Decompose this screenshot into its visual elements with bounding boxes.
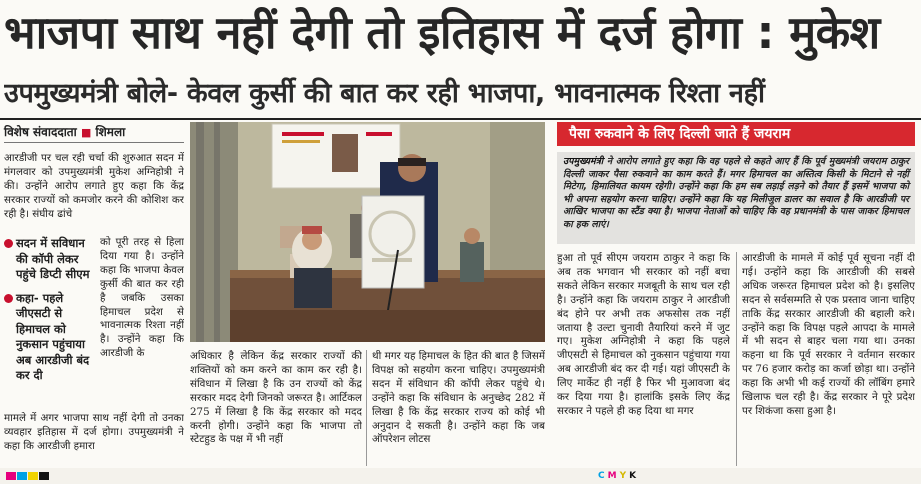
column-divider: [366, 350, 367, 466]
sidebar-text: ने आरोप लगाते हुए कहा कि वह पहले से कहते आए हैं कि पूर्व मुख्यमंत्री जयराम ठाकुर दिल्ली जाकर पैसा रुकवाने का काम करते हैं। मगर हिमाचल का अस्तित्व किसी के मिटाने से नहीं मिटेगा, हिमालियत कायम रहेगी। उन्होंने कहा कि हम सब लड़ाई लड़ने को तैयार हैं इसमें भाजपा को भी अपना सहयोग करना चाहिए। उन्होंने कहा कि यह मिलीजुल डालर का सवाल है कि आरडीजी पर आखिर भाजपा का स्टैंड क्या है। भाजपा नेताओं को चाहिए कि वह प्रधानमंत्री के पास जाकर हिमाचल का हक लाएं।: [563, 156, 909, 230]
byline-label: विशेष संवाददाता: [4, 125, 77, 139]
article-col4: हुआ तो पूर्व सीएम जयराम ठाकुर ने कहा कि अब तक भगवान भी सरकार को नहीं बचा सकते लेकिन सरकार मजबूती के साथ चल रही है। उन्होंने कहा कि जयराम ठाकुर ने आरडीजी बंद होने पर अभी तक अफसोस तक नहीं जताया है उल्टा चुनावी तैयारियां करने में जुट गए। मुकेश अग्निहोत्री ने कहा कि पहले जीएसटी से हिमाचल को नुकसान पहुंचाया गया अब आरडीजी बंद कर दी गई। यहां जीएसटी के लिए मार्केट ही नहीं है फिर भी मुआवजा बंद कर दिया गया है। हालांकि इसके लिए केंद्र सरकार ने पहले ही कह दिया था मगर: [557, 252, 730, 417]
cmyk-k: K: [629, 471, 640, 481]
byline-divider: [4, 142, 184, 143]
sidebar-box: [557, 152, 915, 244]
cyan-swatch: [17, 472, 27, 480]
article-intro: आरडीजी पर चल रही चर्चा की शुरुआत सदन में मंगलवार को उपमुख्यमंत्री मुकेश अग्निहोत्री ने की। उन्होंने आरोप लगाते हुए कहा कि केंद्र सरकार राज्यों को कमजोर करने की कोशिश कर रही है। संघीय ढांचे: [4, 152, 184, 220]
article-col5: आरडीजी के मामले में कोई पूर्व सूचना नहीं दी गई। उन्होंने कहा कि आरडीजी की सबसे अधिक जरूरत हिमाचल प्रदेश को है। इसलिए सदन से सर्वसम्मति से एक प्रस्ताव जाना चाहिए ताकि केंद्र सरकार आरडीजी की बहाली करे। उन्होंने कहा कि विपक्ष पहले आपदा के मामले में भी सदन से बाहर चला गया था। उनका कहना था कि पूर्व सरकार ने वर्तमान सरकार पर 76 हजार करोड़ का कर्जा छोड़ा था। उन्होंने कहा कि अभी भी कई राज्यों की लॉबिंग हमारे खिलाफ चल रही है। केंद्र सरकार ने पूरे प्रदेश पर शिकंजा कसा हुआ है।: [742, 252, 915, 417]
magenta-swatch: [6, 472, 16, 480]
assembly-scene-image: [190, 122, 545, 342]
news-photo: [190, 122, 545, 342]
article-col3: थी मगर यह हिमाचल के हित की बात है जिसमें विपक्ष को सहयोग करना चाहिए। उपमुख्यमंत्री सदन में संविधान की कॉपी लेकर पहुंचे थे। उन्होंने कहा कि संविधान के अनुच्छेद 282 में लिखा है कि केंद्र सरकार राज्य को कोई भी अनुदान दे सकती है। उन्होंने कहा कि जब ऑपरेशन लोटस: [372, 350, 545, 446]
sidebar-title: पैसा रुकवाने के लिए दिल्ली जाते हैं जयराम: [557, 122, 915, 146]
cmyk-mark: [598, 469, 639, 483]
highlight-item: [4, 236, 96, 283]
article-col2: अधिकार है लेकिन केंद्र सरकार राज्यों की शक्तियों को कम करने का काम कर रही है। संविधान में लिखा है कि उन राज्यों को केंद्र सरकार मदद देगी जिनको जरूरत है। आर्टिकल 275 में लिखा है कि केंद्र सरकार को मदद करनी होगी। उन्होंने कहा कि भाजपा तो स्टेटहुड के पक्ष में भी नहीं: [190, 350, 362, 446]
headline-divider: [0, 118, 921, 120]
byline-location: शिमला: [95, 125, 126, 139]
bullet-icon: [4, 239, 13, 248]
byline: [4, 123, 125, 141]
cmyk-y: Y: [619, 471, 630, 481]
column-divider: [736, 252, 737, 466]
headline: भाजपा साथ नहीं देगी तो इतिहास में दर्ज होगा : मुकेश: [4, 6, 880, 59]
highlight-text: सदन में सविधान की कॉपी लेकर पहुंचे डिप्टी सीएम: [16, 236, 90, 281]
subheadline: उपमुख्यमंत्री बोले- केवल कुर्सी की बात कर रही भाजपा, भावनात्मक रिश्ता नहीं: [4, 78, 765, 109]
highlights-box: [4, 236, 96, 412]
sidebar-lead: उपमुख्यमंत्री: [563, 156, 604, 167]
byline-separator: ■: [80, 126, 92, 139]
print-strip: [0, 468, 921, 484]
article-col1-bottom: मामले में अगर भाजपा साथ नहीं देगी तो उनका व्यवहार इतिहास में दर्ज होगा। उपमुख्यमंत्री ने कहा कि आरडीजी हमारा: [4, 412, 184, 452]
article-col1-narrow: को पूरी तरह से हिला दिया गया है। उन्होंने कहा कि भाजपा केवल कुर्सी की बात कर रही है जबकि उसका हिमाचल प्रदेश से भावनात्मक रिश्ता नहीं है। उन्होंने कहा कि आरडीजी के: [100, 236, 184, 360]
highlight-text: कहा- पहले जीएसटी से हिमाचल को नुकसान पहुंचाया अब आरडीजी बंद कर दी: [16, 290, 90, 382]
highlight-item: [4, 291, 96, 384]
cmyk-m: M: [607, 471, 620, 481]
black-swatch: [39, 472, 49, 480]
cmyk-c: C: [598, 471, 608, 481]
yellow-swatch: [28, 472, 38, 480]
bullet-icon: [4, 294, 13, 303]
